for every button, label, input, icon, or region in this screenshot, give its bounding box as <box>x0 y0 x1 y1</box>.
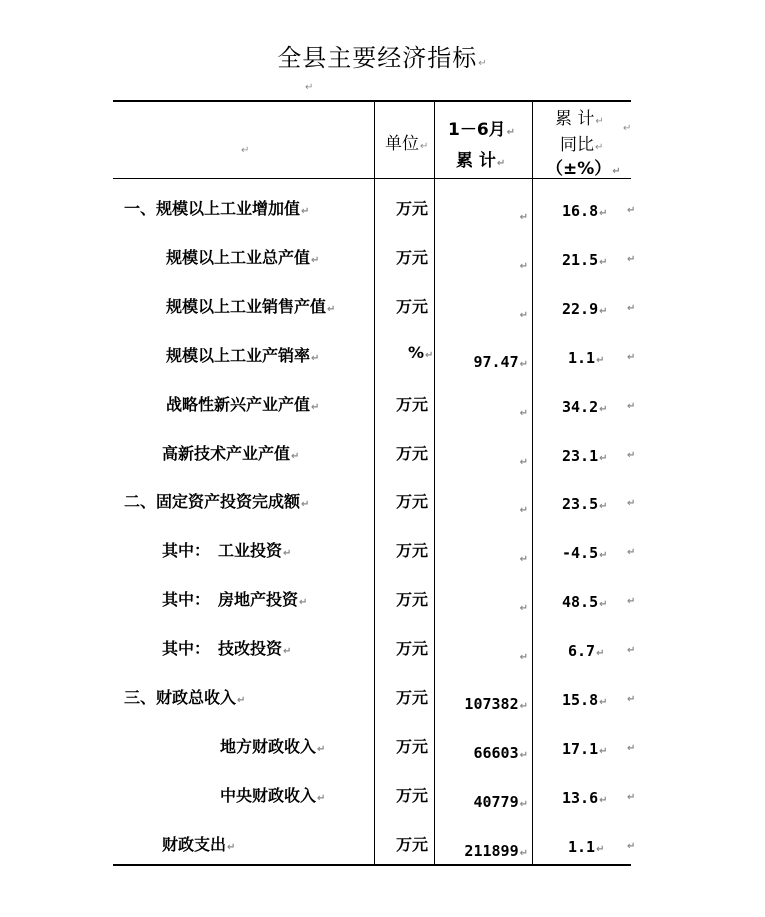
paragraph-mark-icon: ↵ <box>596 355 605 366</box>
paragraph-mark-icon: ↵ <box>599 599 608 610</box>
row-label <box>166 245 319 268</box>
row-growth-value: 1.1 <box>568 838 596 856</box>
row-label-text: 规模以上工业销售产值 <box>166 297 327 316</box>
paragraph-mark-icon: ↵ <box>227 842 236 853</box>
row-label <box>220 734 325 757</box>
header-growth-line2 <box>560 130 603 155</box>
row-cumulative-value: 97.47 <box>473 353 519 371</box>
row-growth-value: 1.1 <box>568 349 596 367</box>
paragraph-mark-icon: ↵ <box>519 261 528 272</box>
row-label-text: 战略性新兴产业产值 <box>166 395 311 414</box>
paragraph-mark-icon: ↵ <box>599 404 608 415</box>
row-growth-value: 16.8 <box>562 202 599 220</box>
header-growth-line3-label: （±%） <box>546 159 612 179</box>
row-growth-value: 6.7 <box>568 642 596 660</box>
paragraph-mark-icon: ↵ <box>519 701 528 712</box>
paragraph-mark-icon: ↵ <box>627 303 636 314</box>
paragraph-mark-icon: ↵ <box>519 652 528 663</box>
row-growth-value: 34.2 <box>562 398 599 416</box>
paragraph-mark-icon: ↵ <box>317 744 326 755</box>
row-end-mark <box>626 687 635 706</box>
paragraph-mark-icon: ↵ <box>519 212 528 223</box>
row-label <box>220 783 325 806</box>
paragraph-mark-icon: ↵ <box>627 694 636 705</box>
table-bottom-rule <box>113 864 631 866</box>
row-label <box>162 636 291 659</box>
row-unit-text: 万元 <box>396 835 429 854</box>
header-period-line1 <box>448 115 515 140</box>
paragraph-mark-icon: ↵ <box>599 501 608 512</box>
row-unit <box>396 245 428 268</box>
paragraph-mark-icon: ↵ <box>519 359 528 370</box>
paragraph-mark-icon: ↵ <box>283 548 292 559</box>
paragraph-mark-icon: ↵ <box>519 799 528 810</box>
row-unit <box>408 343 433 362</box>
row-end-mark <box>626 540 635 559</box>
paragraph-mark-icon: ↵ <box>627 547 636 558</box>
row-label-text: 规模以上工业总产值 <box>166 248 311 267</box>
header-period-line2 <box>456 146 505 171</box>
row-growth <box>562 740 608 758</box>
row-end-mark <box>626 443 635 462</box>
paragraph-mark-icon: ↵ <box>425 350 434 361</box>
row-unit <box>396 832 428 855</box>
row-unit-text: 万元 <box>396 297 429 316</box>
row-label <box>124 685 245 708</box>
row-growth <box>562 300 608 318</box>
paragraph-mark-icon: ↵ <box>627 645 636 656</box>
paragraph-mark-icon: ↵ <box>623 123 632 134</box>
row-label <box>162 441 299 464</box>
row-end-mark <box>626 785 635 804</box>
row-growth-value: 23.5 <box>562 495 599 513</box>
page-title-text: 全县主要经济指标 <box>277 44 478 72</box>
paragraph-mark-icon: ↵ <box>599 550 608 561</box>
row-label <box>124 489 309 512</box>
paragraph-mark-icon: ↵ <box>519 603 528 614</box>
paragraph-mark-icon: ↵ <box>627 401 636 412</box>
header-growth-line1-label: 累 计 <box>555 109 595 129</box>
paragraph-mark-icon: ↵ <box>596 648 605 659</box>
row-cumulative <box>519 402 528 420</box>
row-label <box>162 587 307 610</box>
header-growth-line3 <box>546 154 621 179</box>
column-divider <box>532 101 533 865</box>
row-cumulative <box>519 646 528 664</box>
paragraph-mark-icon: ↵ <box>291 451 300 462</box>
paragraph-mark-icon: ↵ <box>599 697 608 708</box>
row-unit-text: 万元 <box>396 248 429 267</box>
row-growth <box>562 447 608 465</box>
paragraph-mark-icon: ↵ <box>519 457 528 468</box>
table-top-rule <box>113 100 631 102</box>
paragraph-mark-icon: ↵ <box>317 793 326 804</box>
row-cumulative <box>473 793 528 811</box>
column-divider <box>434 101 435 865</box>
row-growth <box>568 838 604 856</box>
row-unit <box>396 685 428 708</box>
row-growth <box>562 495 608 513</box>
row-cumulative <box>519 451 528 469</box>
header-growth-line1 <box>555 104 604 129</box>
row-end-mark <box>626 638 635 657</box>
paragraph-mark-icon: ↵ <box>311 402 320 413</box>
row-cumulative <box>473 744 528 762</box>
paragraph-mark-icon: ↵ <box>627 498 636 509</box>
paragraph-mark-icon: ↵ <box>627 743 636 754</box>
column-divider <box>374 101 375 865</box>
row-cumulative <box>519 255 528 273</box>
paragraph-mark-icon: ↵ <box>627 352 636 363</box>
row-cumulative-value: 107382 <box>464 695 519 713</box>
header-unit <box>385 129 428 154</box>
row-cumulative-value: 66603 <box>473 744 519 762</box>
row-unit <box>396 734 428 757</box>
paragraph-mark-icon: ↵ <box>599 746 608 757</box>
row-unit-text: 万元 <box>396 444 429 463</box>
row-cumulative <box>519 499 528 517</box>
row-growth-value: -4.5 <box>562 544 599 562</box>
row-cumulative-value: 40779 <box>473 793 519 811</box>
paragraph-mark-icon: ↵ <box>237 695 246 706</box>
paragraph-mark-icon: ↵ <box>311 353 320 364</box>
row-label-text: 规模以上工业产销率 <box>166 346 311 365</box>
paragraph-mark-icon: ↵ <box>627 450 636 461</box>
paragraph-mark-icon: ↵ <box>420 141 429 152</box>
row-unit-text: 万元 <box>396 492 429 511</box>
paragraph-mark-icon: ↵ <box>627 596 636 607</box>
row-unit-text: % <box>408 343 425 362</box>
paragraph-mark-icon: ↵ <box>311 255 320 266</box>
row-end-mark <box>626 247 635 266</box>
row-label <box>166 392 319 415</box>
row-label-text: 二、固定资产投资完成额 <box>124 492 301 511</box>
row-end-mark <box>626 198 635 217</box>
header-growth-line2-label: 同比 <box>560 135 594 155</box>
row-cumulative <box>464 695 528 713</box>
row-growth <box>562 544 608 562</box>
paragraph-mark-icon: ↵ <box>599 208 608 219</box>
header-period-line1-label: 1－6月 <box>448 120 506 140</box>
paragraph-mark-icon: ↵ <box>506 127 516 138</box>
paragraph-mark-icon: ↵ <box>283 646 292 657</box>
row-unit <box>396 489 428 512</box>
row-end-mark <box>626 589 635 608</box>
row-unit <box>396 441 428 464</box>
row-label <box>166 343 319 366</box>
row-label-text: 地方财政收入 <box>220 737 317 756</box>
page-title <box>0 38 765 73</box>
paragraph-mark-icon: ↵ <box>595 142 604 153</box>
row-growth-value: 17.1 <box>562 740 599 758</box>
paragraph-mark-icon: ↵ <box>599 257 608 268</box>
paragraph-mark-icon: ↵ <box>301 499 310 510</box>
row-growth-value: 21.5 <box>562 251 599 269</box>
row-end-mark <box>626 394 635 413</box>
paragraph-mark-icon: ↵ <box>301 206 310 217</box>
row-growth <box>568 349 604 367</box>
row-growth-value: 13.6 <box>562 789 599 807</box>
row-cumulative <box>473 353 528 371</box>
row-cumulative <box>519 597 528 615</box>
paragraph-mark-icon: ↵ <box>299 597 308 608</box>
row-end-mark <box>626 736 635 755</box>
row-growth <box>562 202 608 220</box>
paragraph-mark-icon: ↵ <box>241 145 250 156</box>
paragraph-mark-icon: ↵ <box>599 795 608 806</box>
row-label <box>166 294 335 317</box>
row-growth-value: 23.1 <box>562 447 599 465</box>
row-unit <box>396 783 428 806</box>
row-growth <box>562 691 608 709</box>
row-growth-value: 15.8 <box>562 691 599 709</box>
paragraph-mark-icon: ↵ <box>519 554 528 565</box>
paragraph-mark-icon: ↵ <box>627 841 636 852</box>
header-blank-cell <box>240 138 249 158</box>
row-cumulative <box>464 842 528 860</box>
paragraph-mark-icon: ↵ <box>612 166 621 177</box>
paragraph-mark-icon: ↵ <box>519 505 528 516</box>
row-label-text: 中央财政收入 <box>220 786 317 805</box>
paragraph-mark-icon: ↵ <box>496 158 506 169</box>
row-cumulative <box>519 304 528 322</box>
row-label-text: 其中： 房地产投资 <box>162 590 299 609</box>
row-label-text: 其中： 技改投资 <box>162 639 283 658</box>
paragraph-mark-icon: ↵ <box>519 750 528 761</box>
row-unit <box>396 538 428 561</box>
paragraph-mark-icon: ↵ <box>595 116 604 127</box>
row-label <box>162 538 291 561</box>
row-end-mark <box>626 491 635 510</box>
row-label-text: 一、规模以上工业增加值 <box>124 199 301 218</box>
paragraph-mark-icon: ↵ <box>627 792 636 803</box>
row-end-mark <box>626 345 635 364</box>
row-unit-text: 万元 <box>396 199 429 218</box>
row-unit <box>396 636 428 659</box>
row-growth-value: 22.9 <box>562 300 599 318</box>
row-unit <box>396 196 428 219</box>
row-unit-text: 万元 <box>396 688 429 707</box>
row-growth <box>562 398 608 416</box>
paragraph-mark-icon: ↵ <box>519 310 528 321</box>
paragraph-mark-icon: ↵ <box>519 408 528 419</box>
paragraph-mark-icon: ↵ <box>627 205 636 216</box>
header-growth-mark <box>622 116 631 136</box>
row-unit-text: 万元 <box>396 395 429 414</box>
row-label <box>162 832 235 855</box>
paragraph-mark-icon: ↵ <box>599 306 608 317</box>
row-label-text: 其中： 工业投资 <box>162 541 283 560</box>
paragraph-mark-icon: ↵ <box>599 453 608 464</box>
row-unit <box>396 587 428 610</box>
row-cumulative-value: 211899 <box>464 842 519 860</box>
row-cumulative <box>519 548 528 566</box>
row-end-mark <box>626 296 635 315</box>
row-growth <box>562 789 608 807</box>
row-unit-text: 万元 <box>396 590 429 609</box>
paragraph-mark-icon: ↵ <box>478 58 488 69</box>
header-unit-label: 单位 <box>385 134 419 154</box>
row-unit-text: 万元 <box>396 639 429 658</box>
row-label-text: 高新技术产业产值 <box>162 444 291 463</box>
row-unit-text: 万元 <box>396 786 429 805</box>
row-unit <box>396 392 428 415</box>
row-end-mark <box>626 834 635 853</box>
row-unit <box>396 294 428 317</box>
row-growth <box>568 642 604 660</box>
row-growth-value: 48.5 <box>562 593 599 611</box>
paragraph-mark-icon: ↵ <box>327 304 336 315</box>
row-cumulative <box>519 206 528 224</box>
row-unit-text: 万元 <box>396 541 429 560</box>
row-label-text: 三、财政总收入 <box>124 688 237 707</box>
paragraph-mark-icon: ↵ <box>627 254 636 265</box>
header-period-line2-label: 累 计 <box>456 151 496 171</box>
paragraph-mark-icon: ↵ <box>519 848 528 859</box>
paragraph-mark-icon: ↵ <box>596 844 605 855</box>
row-growth <box>562 593 608 611</box>
row-label-text: 财政支出 <box>162 835 227 854</box>
row-growth <box>562 251 608 269</box>
row-label <box>124 196 309 219</box>
paragraph-mark-icon: ↵ <box>305 82 314 93</box>
row-unit-text: 万元 <box>396 737 429 756</box>
